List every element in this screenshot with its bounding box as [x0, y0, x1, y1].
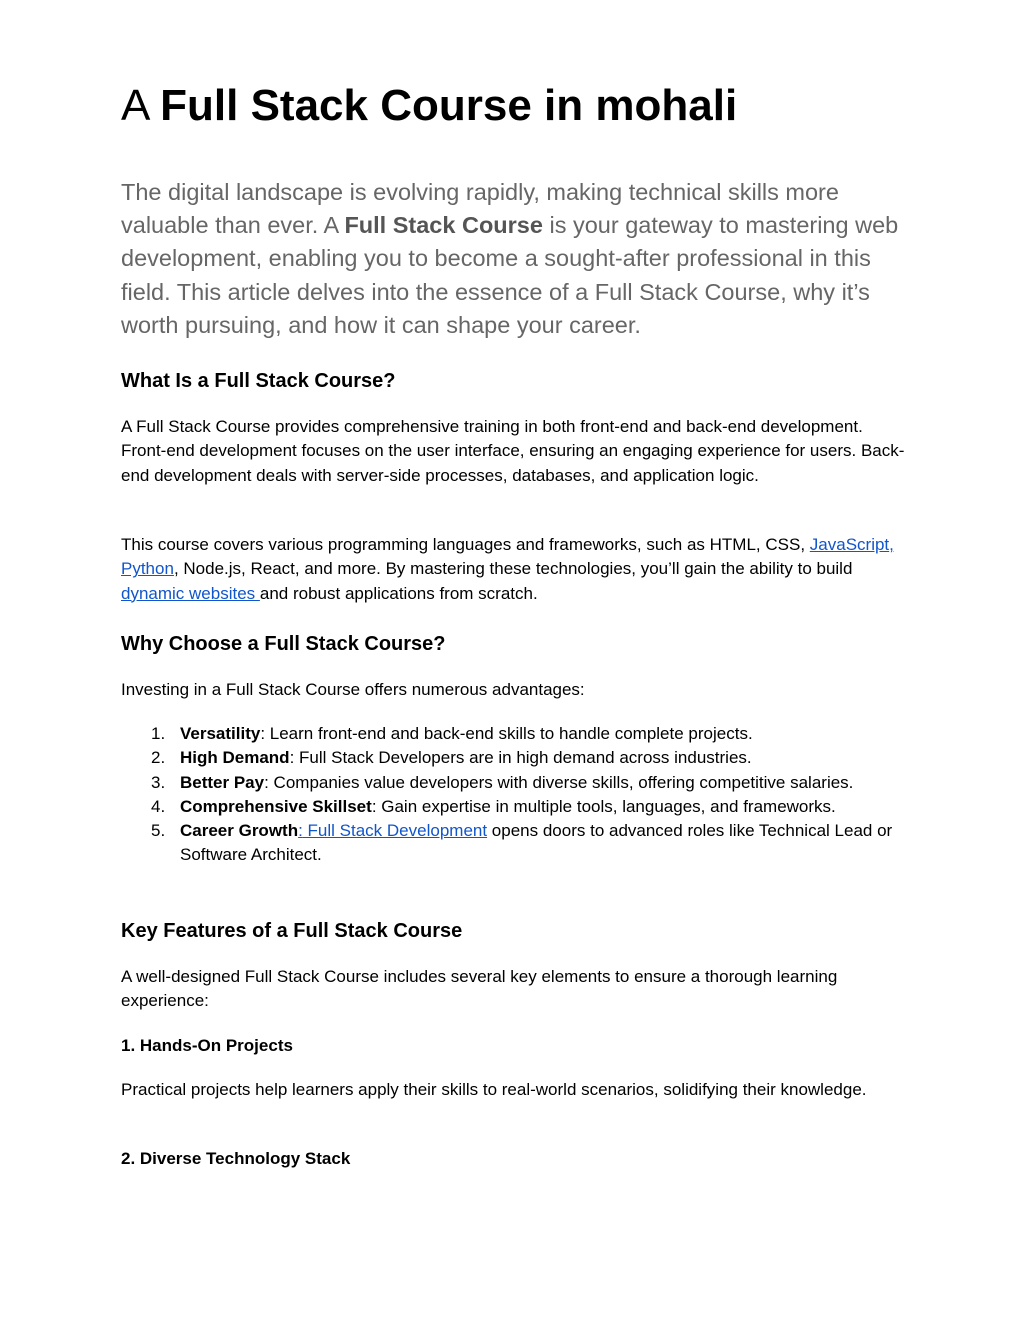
section-heading-why: Why Choose a Full Stack Course? — [121, 633, 446, 655]
section3-intro: A well-designed Full Stack Course includes several key elements to ensure a thorough learning experience: — [121, 967, 838, 1011]
list-number: 4. — [151, 796, 166, 816]
list-item-text: opens doors to advanced roles like Technical Lead or Software Architect. — [180, 821, 893, 865]
intro-text-2: is your gateway to mastering web development, enabling you to become a sought-after professional in this field. This article delves into the essence of a Full Stack Course, why it’s worth pursuing, and how it can shape your career. — [121, 212, 899, 338]
dynamic-websites-link[interactable]: dynamic websites — [121, 583, 260, 603]
intro-paragraph — [121, 176, 911, 342]
list-item-bold: Versatility — [180, 724, 261, 743]
list-number: 3. — [151, 772, 166, 792]
list-number: 1. — [151, 724, 166, 743]
section2-intro: Investing in a Full Stack Course offers numerous advantages: — [121, 680, 585, 699]
advantages-list — [121, 722, 911, 868]
page-title — [121, 78, 737, 134]
list-item — [121, 795, 911, 819]
list-item — [121, 771, 911, 795]
list-item-text: : Full Stack Developers are in high demand across industries. — [289, 748, 752, 768]
intro-bold: Full Stack Course — [344, 212, 543, 239]
comma-separator[interactable]: , — [889, 535, 894, 554]
list-item — [121, 819, 911, 868]
section1-paragraph-2 — [121, 533, 911, 606]
full-stack-development-link[interactable]: Full Stack Development — [302, 821, 488, 841]
para2-text-1: This course covers various programming languages and frameworks, such as HTML, CSS, — [121, 535, 810, 554]
subheading-hands-on-projects: 1. Hands-On Projects — [121, 1036, 293, 1055]
section-heading-what: What Is a Full Stack Course? — [121, 370, 396, 392]
list-number: 2. — [151, 748, 166, 768]
list-item-bold: Better Pay — [180, 772, 265, 792]
title-prefix: A — [121, 81, 148, 130]
section-heading-key-features: Key Features of a Full Stack Course — [121, 920, 463, 942]
intro-text-1: The digital landscape is evolving rapidly, making technical skills more valuable than ever. A — [121, 179, 839, 239]
list-item-text: : Learn front-end and back-end skills to handle complete projects. — [260, 724, 753, 743]
colon-link[interactable]: : — [298, 821, 303, 841]
list-item — [121, 746, 911, 770]
list-number: 5. — [151, 821, 166, 841]
section1-paragraph-1: A Full Stack Course provides comprehensive training in both front-end and back-end development. Front-end development focuses on the user interface, ensuring an engaging experience for users. Back-end development deals with server-side processes, databases, and application logic. — [121, 417, 905, 485]
list-item-bold: High Demand — [180, 748, 290, 768]
python-link[interactable]: Python — [121, 559, 174, 579]
list-item-bold: Comprehensive Skillset — [180, 796, 372, 816]
list-item-text: : Gain expertise in multiple tools, languages, and frameworks. — [371, 796, 836, 816]
title-bold: Full Stack Course in mohali — [160, 81, 738, 130]
para2-text-2: , Node.js, React, and more. By mastering these technologies, you’ll gain the ability to build — [173, 559, 853, 579]
hands-on-projects-paragraph: Practical projects help learners apply their skills to real-world scenarios, solidifying their knowledge. — [121, 1080, 867, 1099]
subheading-diverse-technology-stack: 2. Diverse Technology Stack — [121, 1149, 351, 1168]
para2-text-3: and robust applications from scratch. — [259, 583, 538, 603]
list-item-text: : Companies value developers with diverse skills, offering competitive salaries. — [264, 772, 854, 792]
javascript-link[interactable]: JavaScript — [809, 535, 890, 554]
list-item — [121, 722, 911, 746]
list-item-bold: Career Growth — [180, 821, 299, 841]
